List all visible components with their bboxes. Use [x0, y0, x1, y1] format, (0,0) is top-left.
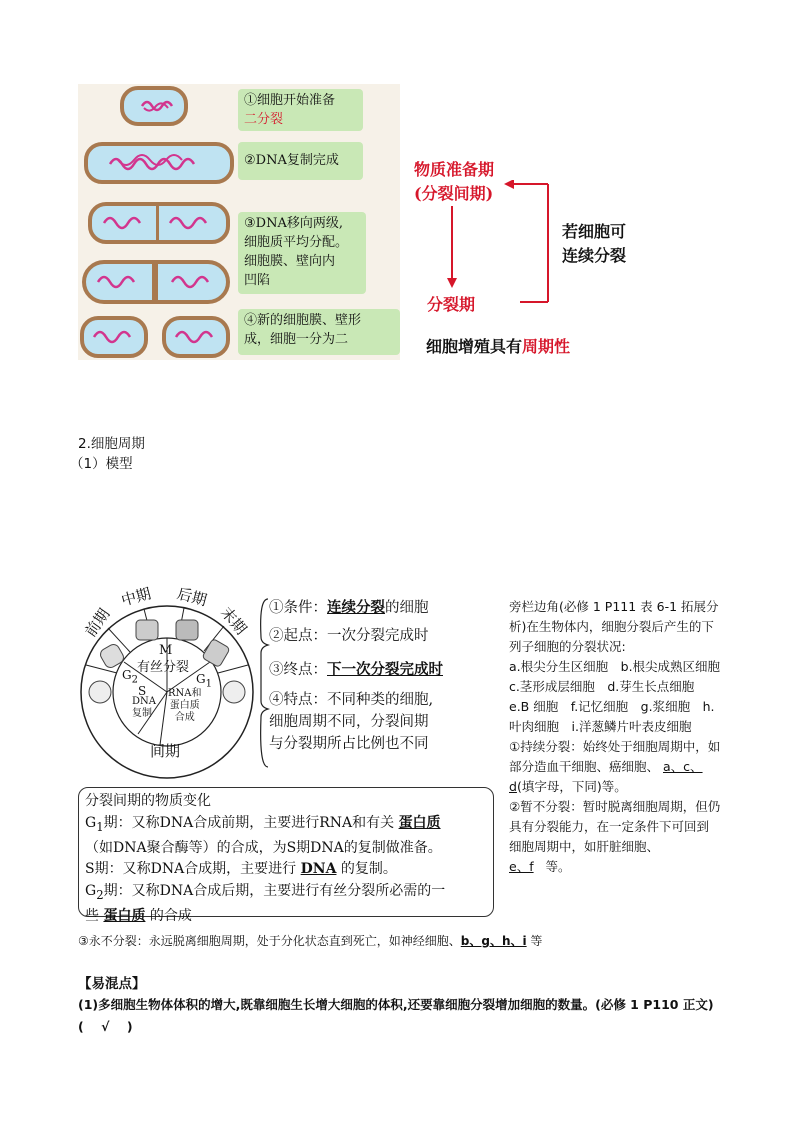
g2-answer: 蛋白质 [103, 908, 146, 925]
g1-answer: 蛋白质 [398, 814, 441, 831]
phase-label-anaphase: 后期 [175, 584, 209, 610]
bacterium-cell-1 [120, 86, 188, 126]
step-1-box: ①细胞开始准备 二分裂 [238, 89, 363, 131]
phase-label-telophase: 末期 [217, 603, 251, 639]
m-name: 有丝分裂 [137, 660, 190, 675]
side-note: 旁栏边角(必修 1 P111 表 6-1 拓展分析)在生物体内，细胞分裂后产生的下列子细胞的分裂状况: a.根尖分生区细胞 b.根尖成熟区细胞 c.茎形成层细胞 d.芽生长点细胞 e.B 细胞 f.记忆细胞 g.浆细胞 h.叶肉细胞 i.洋葱鳞片叶表皮细胞 ①持续分裂：始终处于细胞周期中，如部分造血干细胞、癌细胞、 a、c、d(填字母，下同)等。 ②暂不分裂：暂时脱离细胞周期，但仍具有分裂能力，在一定条件下可回到细胞周期中，如肝脏细胞、 e、f 等。 [509, 599, 733, 874]
interphase-label: 间期 [150, 742, 181, 760]
cell-cycle-conditions: ①条件：连续分裂的细胞 ②起点：一次分裂完成时 ③终点：下一次分裂完成时 ④特点：不同种类的细胞, 细胞周期不同，分裂间期 与分裂期所占比例也不同 [269, 599, 443, 752]
confusion-title: 【易混点】 [78, 976, 146, 992]
dna-squiggle-icon [92, 206, 226, 240]
bacterium-cell-3 [88, 202, 230, 244]
cycle-arrows-icon [440, 180, 560, 310]
c1-answer: 连续分裂 [327, 599, 385, 616]
confusion-item-1: (1)多细胞生物体体积的增大,既靠细胞生长增大细胞的体积,还要靠细胞分裂增加细胞的数量。(必修 1 P110 正文)( √ ) [78, 997, 714, 1034]
g2-label: $G_2$ [122, 668, 138, 686]
dna-squiggle-icon [88, 146, 230, 180]
p1-answer: a、c、d [509, 759, 703, 794]
c3-answer: 下一次分裂完成时 [327, 661, 443, 678]
dna-squiggle-icon [124, 90, 184, 122]
division-period-label: 分裂期 [427, 295, 476, 314]
bacterium-cell-4 [82, 260, 230, 304]
m-label: M [159, 643, 173, 658]
dna-squiggle-icon [166, 320, 226, 354]
section-subheading: （1）模型 [70, 456, 133, 472]
check-mark: √ [101, 1019, 110, 1034]
bacterium-daughter-cell-a [80, 316, 148, 358]
step-1-highlight: 二分裂 [244, 112, 284, 127]
s-label: S [138, 684, 147, 698]
section-heading: 2.细胞周期 [78, 436, 145, 452]
interphase-material-changes: 分裂间期的物质变化 $G_1$期：又称DNA合成前期，主要进行RNA和有关 蛋白质 （如DNA聚合酶等）的合成，为S期DNA的复制做准备。 S期：又称DNA合成期，主要进行 DNA 的复制。 $G_2$期：又称DNA合成后期，主要进行有丝分裂所必需的一 些 蛋白质 的合成 [78, 787, 494, 917]
p2-answer: e、f [509, 859, 534, 874]
bacterium-cell-2 [84, 142, 234, 184]
s-desc: DNA 复制 [132, 696, 156, 719]
periodicity-conclusion: 细胞增殖具有周期性 [426, 337, 571, 356]
brace-icon [256, 597, 270, 769]
s-answer: DNA [300, 861, 337, 878]
step-2-box: ②DNA复制完成 [238, 142, 363, 180]
step-4-box: ④新的细胞膜、壁形 成，细胞一分为二 [238, 309, 400, 355]
prep-period-label: 物质准备期 (分裂间期) [414, 160, 495, 203]
g1-label: $G_1$ [196, 672, 212, 690]
condition-label: 若细胞可 连续分裂 [562, 222, 627, 265]
bacterial-division-figure [78, 84, 400, 360]
never-divide-line: ③永不分裂：永远脱离细胞周期，处于分化状态直到死亡，如神经细胞、b、g、h、i 等 [78, 934, 543, 948]
bacterium-daughter-cell-b [162, 316, 230, 358]
phase-label-prophase: 前期 [81, 605, 114, 641]
phase-label-metaphase: 中期 [119, 584, 153, 610]
step-3-box: ③DNA移向两级, 细胞质平均分配。 细胞膜、壁向内 凹陷 [238, 212, 366, 294]
dna-squiggle-icon [86, 264, 226, 300]
never-divide-answer: b、g、h、i [460, 934, 527, 948]
dna-squiggle-icon [84, 320, 144, 354]
g1-desc: RNA和 蛋白质 合成 [168, 688, 202, 723]
